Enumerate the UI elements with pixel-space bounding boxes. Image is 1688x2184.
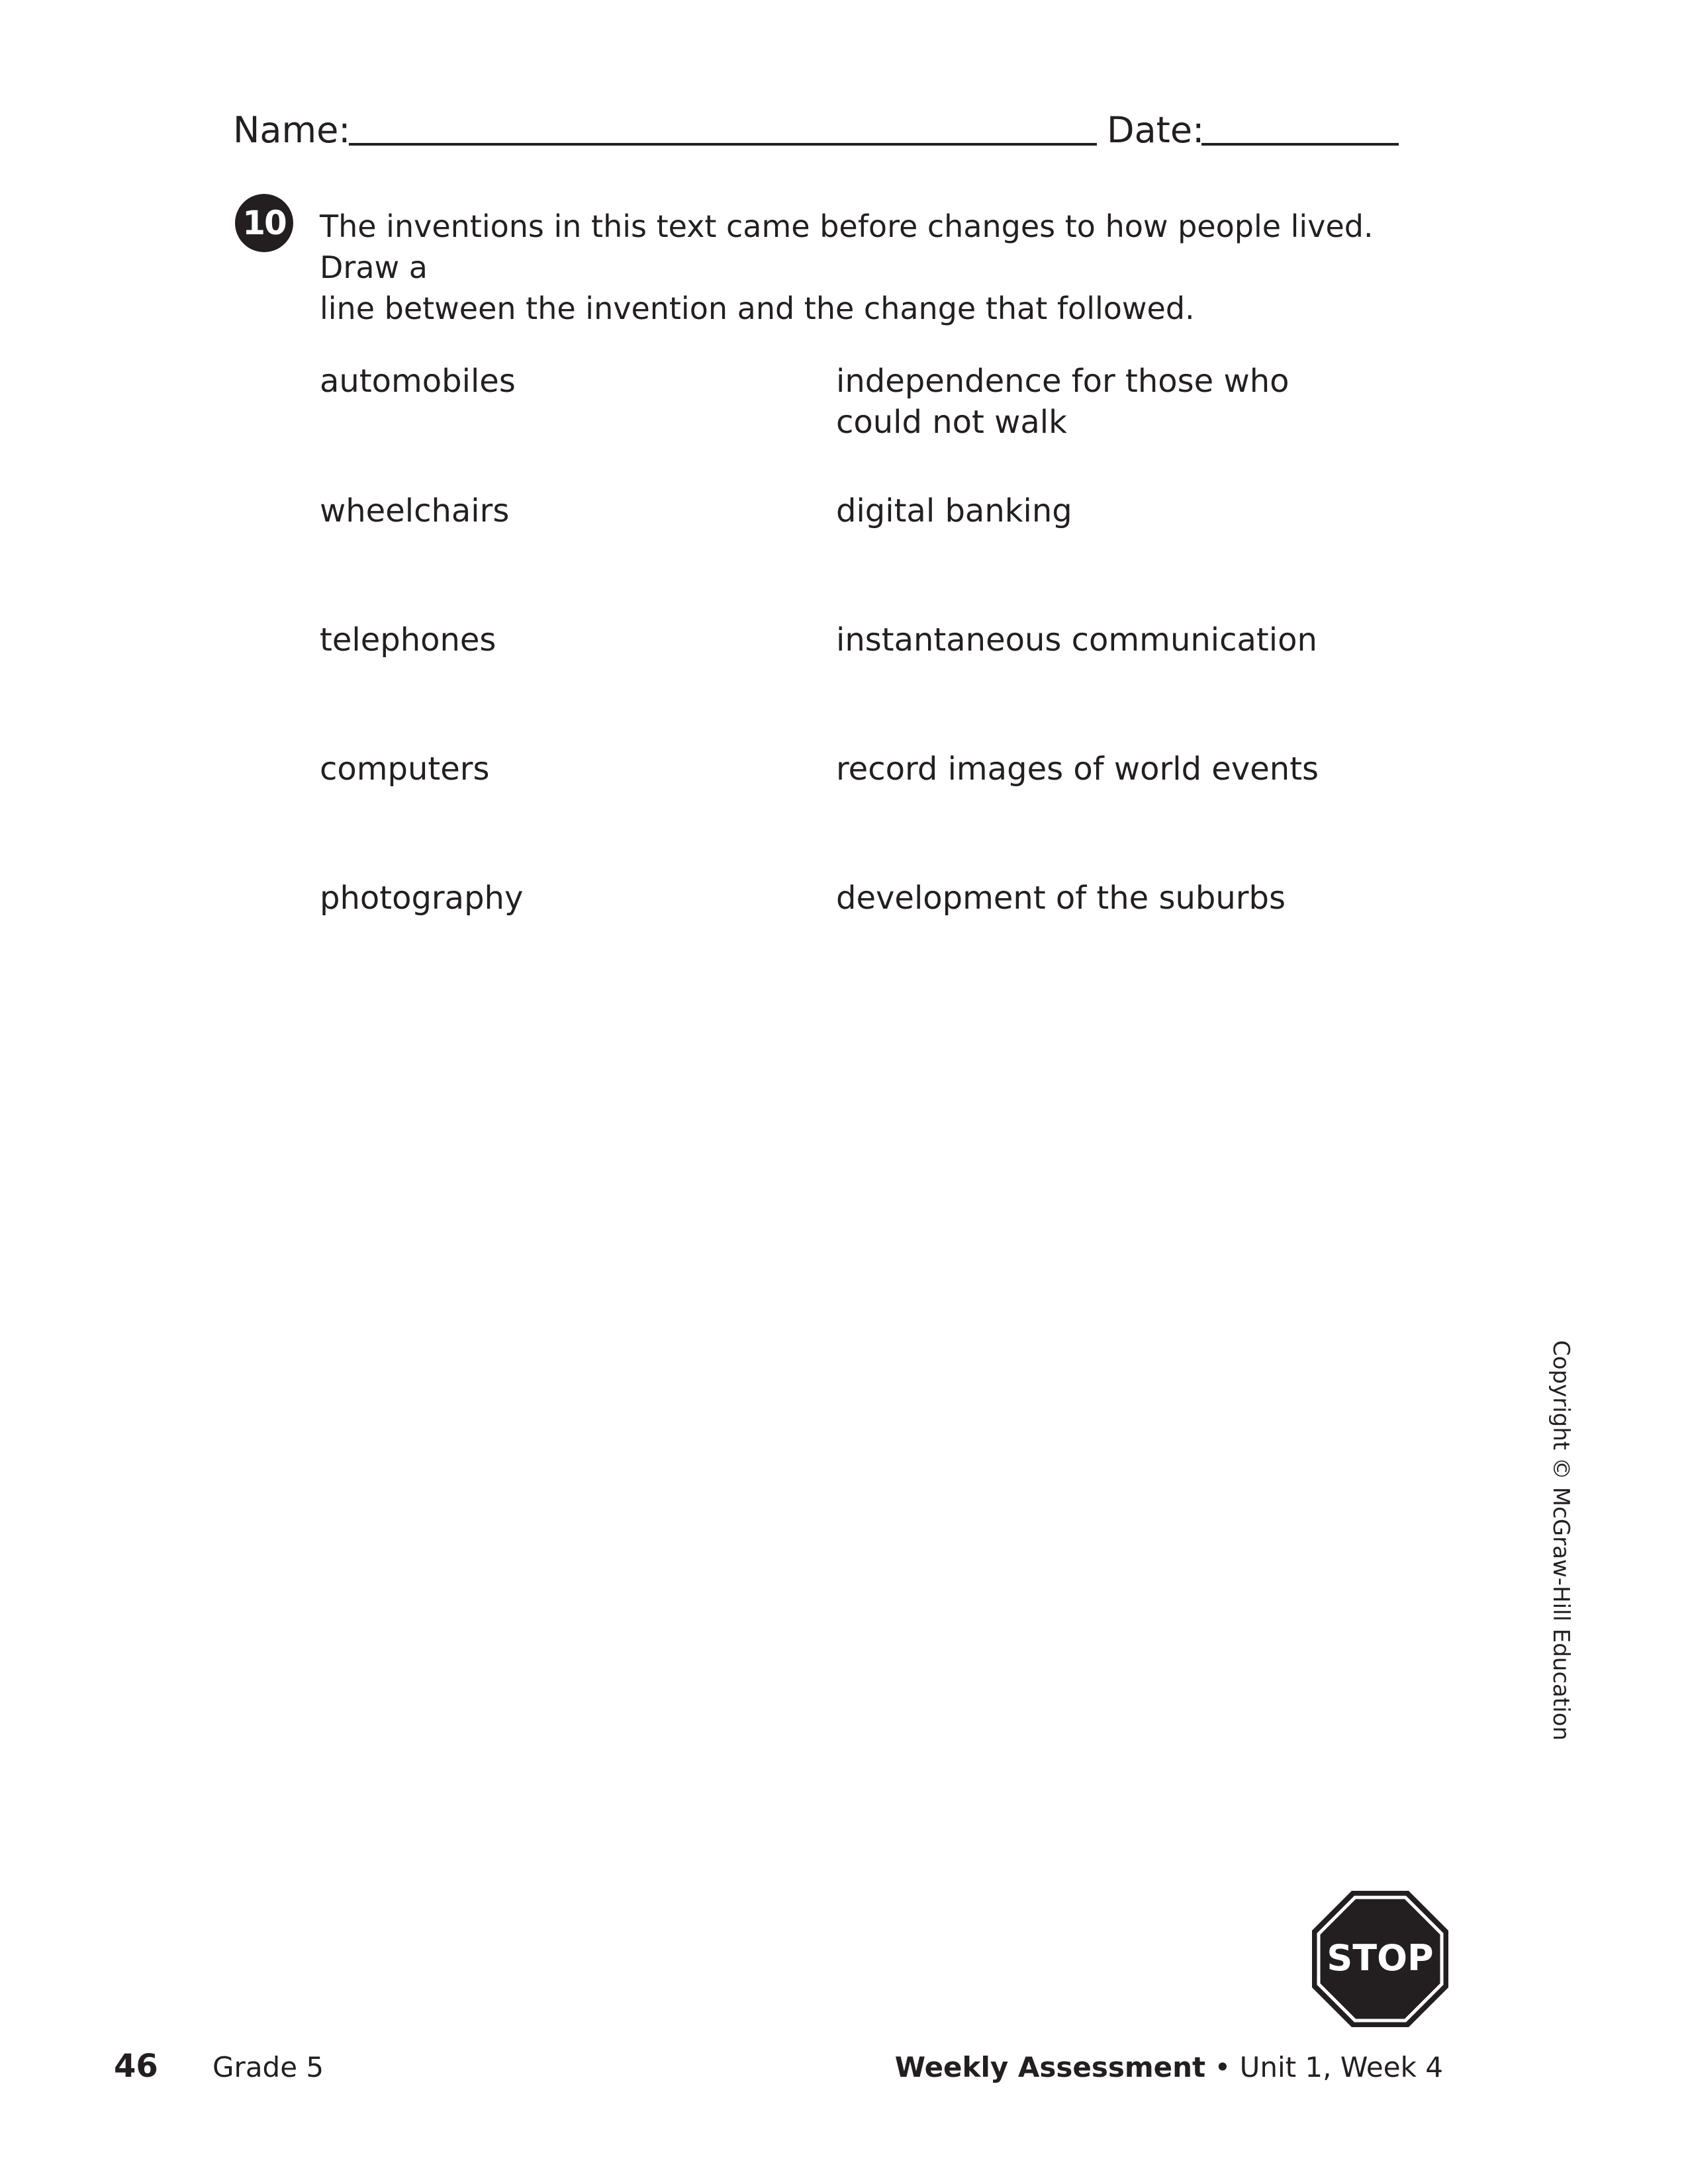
change-item[interactable]: instantaneous communication [836,621,1317,659]
unit-week: Unit 1, Week 4 [1239,2051,1443,2083]
invention-item[interactable]: wheelchairs [320,492,510,529]
change-item-line-2: could not walk [836,404,1067,441]
stop-sign-label: STOP [1327,1937,1434,1979]
change-item[interactable]: development of the suburbs [836,880,1286,917]
question-prompt-line-2: line between the invention and the change that followed. [320,291,1195,326]
invention-item[interactable]: computers [320,751,490,788]
grade-label: Grade 5 [212,2051,324,2083]
page-number: 46 [114,2048,158,2085]
change-item-line-1: independence for those who [836,363,1289,400]
question-prompt-line-1: The inventions in this text came before changes to how people lived. Draw a [320,208,1374,285]
change-item[interactable] [836,361,1289,443]
change-item[interactable]: record images of world events [836,751,1319,788]
invention-item[interactable]: automobiles [320,363,516,400]
name-field[interactable] [349,143,1097,146]
invention-item[interactable]: photography [320,880,524,917]
invention-item[interactable]: telephones [320,621,496,659]
assessment-info [895,2051,1443,2083]
name-label: Name: [233,109,351,151]
question-prompt [320,206,1445,329]
date-field[interactable] [1201,143,1399,146]
change-item[interactable]: digital banking [836,492,1072,529]
copyright-notice: Copyright © McGraw-Hill Education [1548,1340,1574,1741]
separator-dot: • [1214,2051,1231,2083]
date-label: Date: [1107,109,1205,151]
question-number-badge: 10 [235,194,293,252]
assessment-title: Weekly Assessment [894,2051,1206,2083]
stop-sign-icon [1311,1889,1450,2028]
